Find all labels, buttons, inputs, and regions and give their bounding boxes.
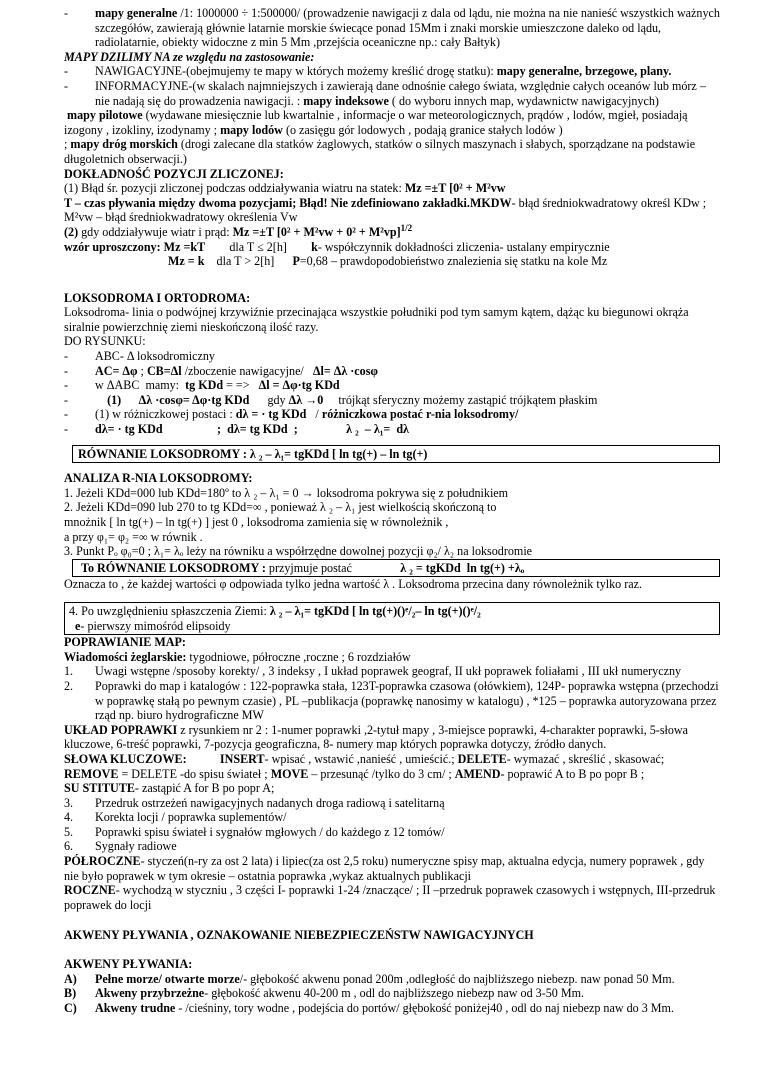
- term-notices: Wiadomości żeglarskie:: [64, 649, 187, 664]
- lox-diff-form: (1) w różniczkowej postaci :: [95, 407, 236, 422]
- waters-b: [64, 986, 720, 1001]
- route-maps-text: (drogi zalecane dla statków żaglowych, statków o silnych maszynach i słabych, sporządzane na podstawie długoletnich obserwacji.): [64, 137, 696, 166]
- corr-item-6: 6. Sygnały radiowe: [64, 839, 177, 854]
- bullet-general-maps: - mapy generalne /1: 1000000 ÷ 1:500000/ (prowadzenie nawigacji z dala od lądu, nie można na nie nanieść wszystkich ważnych szczegółów, zawierają głównie latarnie morskie świecące ponad 15Mm i znaki morskie umieszczone daleko od lądu, radiolatarnie, obiekty widoczne z min 5 Mm ,przejścia oceaniczne np.: cały Bałtyk): [64, 6, 720, 50]
- formula-mz-wind-current: Mz =±T [0² + M²vw + 0² + M²vp]: [232, 224, 401, 239]
- accuracy-l2-text: T – czas pływania między dwoma pozycjami; Błąd! Nie zdefiniowano zakładki.: [64, 195, 470, 210]
- lox-item-1: - ABC- Δ loksodromiczny: [64, 349, 215, 364]
- analysis-2b: mnożnik [ ln tg(+) – ln tg(+) ] jest 0 , loksodroma zamienia się w równoleżnik ,: [64, 515, 449, 529]
- waters-heading-text: AKWENY PŁYWANIA , OZNAKOWANIE NIEBEZPIECZEŃSTW NAWIGACYJNYCH: [64, 928, 534, 943]
- accuracy-l1-text: (1) Błąd śr. pozycji zliczonej podczas oddziaływania wiatru na statek:: [64, 181, 405, 196]
- keywords-line-2: [64, 767, 720, 782]
- term-navigational: NAWIGACYJNE: [95, 64, 183, 79]
- flattening-formula: λ ₂ – λ₁= tgKDd [ ln tg(+)()ᵉ/₂– ln tg(+)()ᵉ/₂: [269, 603, 481, 618]
- term-pilot-maps: mapy pilotowe: [67, 108, 143, 123]
- term-difficult: Akweny trudne: [95, 1000, 176, 1015]
- kw-move: MOVE: [270, 766, 309, 781]
- open-sea-text: /- głębokość akwenu ponad 200m ,odległość do najbliższego niebezp. naw ponad 50 Mm.: [239, 971, 675, 986]
- difficult-text: - /cieśniny, tory wodne , podejścia do portów/ głębokość poniżej40 , odl do naj niebezp naw do 3 Mm.: [175, 1000, 674, 1015]
- corr-item-3: 3. Przedruk ostrzeżeń nawigacyjnych nadanych droga radiową i satelitarną: [64, 795, 445, 810]
- term-semiannual: PÓŁROCZNE: [64, 854, 141, 869]
- formula-mz-wind: Mz =±T [0² + M²vw: [404, 181, 506, 196]
- layout-text: z rysunkiem nr 2 : 1-numer poprawki ,2-tytuł mapy , 3-miejsce poprawki, 4-charakter poprawki, 5-słowa kluczowe, 6-treść poprawki, 7-pozycja geograficzna, 8- numery map których poprawka dotyczy, źródło danych.: [64, 722, 689, 752]
- lox-delta-l: Δl= Δλ ·cosφ: [312, 363, 378, 378]
- flattening-line: [69, 604, 719, 619]
- corr-item-2: 2. Poprawki do map i katalogów : 122-poprawka stała, 123T-poprawka czasowa (ołówkiem), 124P- poprawka wstępna (przechodzi w poprawkę stałą po pewnym czasie) , PL –publikacja (poprawkę nanosimy w katalogu) , *125 – poprawka autoryzowana przez rząd np. biuro hydrograficzne MW: [64, 678, 719, 723]
- flattening-box: [64, 602, 720, 635]
- term-e: e: [75, 618, 81, 633]
- kw-move-text: – przesunąć /tylko do 3 cm/ ;: [308, 766, 455, 781]
- term-annual: ROCZNE: [64, 883, 116, 898]
- term-p: P: [292, 254, 300, 269]
- kw-delete: DELETE: [457, 751, 507, 766]
- lox-deviation: /zboczenie nawigacyjne/: [181, 363, 313, 378]
- term-open-sea: Pełne morze/ otwarte morze: [95, 971, 240, 986]
- pilot-maps-text: (wydawane miesięcznie lub kwartalnie , informacje o war meteorologicznych, prądów , lodów, mgieł, posiadają izogony , izokliny, izodynamy ;: [64, 108, 688, 137]
- formula-mz-k: Mz = k: [168, 254, 205, 269]
- accuracy-l4-text: gdy oddziaływuje wiatr i prąd:: [78, 224, 233, 239]
- keywords-line-1: [64, 752, 720, 767]
- eccentricity-text: - pierwszy mimośród elipsoidy: [80, 618, 231, 633]
- lox-item-4: - (1) Δλ ·cosφ= Δφ·tg KDd gdy Δλ →0 trójkąt sferyczny możemy zastąpić trójkątem płaskim: [64, 392, 598, 407]
- corr-item-5: 5. Poprawki spisu świateł i sygnałów mgłowych / do każdego z 12 tomów/: [64, 824, 445, 839]
- lox-eq-1: Δλ ·cosφ= Δφ·tg KDd: [121, 392, 250, 407]
- accuracy-line-2: [64, 196, 720, 211]
- lox-integral-c: λ ₂ – λ₁= dλ: [297, 422, 409, 437]
- corr-item-3-text: Przedruk ostrzeżeń nawigacyjnych nadanych droga radiową i satelitarną: [95, 795, 445, 810]
- term-keywords: SŁOWA KLUCZOWE:: [64, 751, 187, 766]
- lox-item-2: - AC= Δφ ; CB=Δl /zboczenie nawigacyjne/ Δl= Δλ ·cosφ: [64, 363, 378, 378]
- lox-limit: Δλ →0: [288, 392, 324, 407]
- waters-c-mark: C): [64, 1000, 77, 1015]
- lox-delta-l-formula: Δl = Δφ·tg KDd: [258, 378, 340, 393]
- lox-item-3: - w ΔABC mamy: tg KDd = => Δl = Δφ·tg KDd: [64, 378, 340, 393]
- general-maps-text: /1: 1000000 ÷ 1:500000/ (prowadzenie nawigacji z dala od lądu, nie można na nie nanieść wszystkich ważnych szczegółów, zawierają głównie latarnie morskie świecące ponad 15Mm i znaki morskie umieszczone daleko od lądu, radiolatarnie, obiekty widoczne z min 5 Mm ,przejścia oceaniczne np.: cały Bałtyk): [95, 6, 720, 50]
- loxodrome-heading-text: LOKSODROMA I ORTODROMA:: [64, 290, 251, 305]
- lox-integral-b: ; dλ= tg KDd ;: [162, 422, 298, 437]
- lox-triangle: trójkąt sferyczny możemy zastąpić trójkątem płaskim: [323, 392, 598, 407]
- accuracy-heading: [64, 167, 720, 182]
- analysis-heading-text: ANALIZA R-NIA LOKSODROMY:: [64, 471, 253, 486]
- accuracy-line-5: [64, 240, 720, 255]
- lox-item-5: - (1) w różniczkowej postaci : dλ = · tg KDd / różniczkowa postać r-nia loksodromy/: [64, 407, 519, 422]
- accuracy-l3-text: M²vw – błąd średniokwadratowy określenia Vw: [64, 210, 298, 225]
- correction-layout: [64, 723, 720, 752]
- index-maps: mapy indeksowe: [303, 93, 389, 108]
- waters-subheading: [64, 957, 720, 972]
- corr-item-1-text: Uwagi wstępne /sposoby korekty/ , 3 indeksy , I układ poprawek geograf, II ukł poprawek foliałami , III ukł numeryczny: [95, 664, 682, 679]
- kw-amend-text: - poprawić A to B po popr B ;: [500, 766, 645, 781]
- figure-label: DO RYSUNKU:: [64, 334, 146, 349]
- lox-abc: w ΔABC mamy:: [95, 378, 186, 393]
- lox-item-6: - dλ= · tg KDd ; dλ= tg KDd ; λ ₂ – λ₁= dλ: [64, 422, 409, 437]
- notices-line: [64, 650, 720, 665]
- box2-text: przyjmuje postać: [265, 560, 355, 575]
- accuracy-l5-tail: - współczynnik dokładności zliczenia- ustalany empirycznie: [317, 239, 610, 254]
- box2-title: To RÓWNANIE LOKSODROMY :: [81, 560, 266, 575]
- ice-maps-text: (o zasięgu gór lodowych , podają granice stałych lodów ): [282, 122, 563, 137]
- notices-text: tygodniowe, półroczne ,roczne ; 6 rozdziałów: [186, 649, 411, 664]
- division-heading-text: MAPY DZILIMY NA ze względu na zastosowanie:: [64, 49, 315, 64]
- loxodrome-equation-box: [72, 445, 720, 464]
- analysis-meaning: Oznacza to , że każdej wartości φ odpowiada tylko jedna wartość λ . Loksodroma przecina dany równoleżnik tylko raz.: [64, 577, 643, 592]
- loxodrome-heading: [64, 291, 720, 306]
- loxodrome-form-box: [72, 559, 720, 578]
- waters-a: [64, 972, 720, 987]
- analysis-1: 1. Jeżeli KDd=000 lub KDd=180º to λ ₂ – λ₁ = 0 → loksodroma pokrywa się z południkiem: [64, 485, 509, 500]
- loxodrome-definition: Loksodroma- linia o podwójnej krzywiźnie przecinająca wszystkie południki pod tym samym kątem, dążąc ku biegunowi okrąża siralnie powierzchnię ziemi nieskończoną ilość razy.: [64, 305, 689, 334]
- lox-when: gdy: [249, 392, 289, 407]
- navigational-text: -(obejmujemy te mapy w których możemy kreślić drogę statku):: [182, 64, 497, 79]
- lox-slash: /: [306, 407, 322, 422]
- lox-tg: tg KDd: [185, 378, 224, 393]
- waters-a-mark: A): [64, 971, 77, 986]
- loxodrome-equation: RÓWNANIE LOKSODROMY : λ ₂ – λ₁= tgKDd [ ln tg(+) – ln tg(+): [78, 446, 428, 461]
- term-layout: UKŁAD POPRAWKI: [64, 722, 178, 737]
- corrections-heading-text: POPRAWIANIE MAP:: [64, 635, 186, 650]
- maps-division-heading: [64, 50, 720, 65]
- accuracy-l4-num: (2): [64, 224, 79, 239]
- accuracy-l5-mid: dla T ≤ 2[h]: [205, 239, 312, 254]
- corr-item-1: 1. Uwagi wstępne /sposoby korekty/ , 3 indeksy , I układ poprawek geograf, II ukł poprawek foliałami , III ukł numeryczny: [64, 664, 682, 679]
- term-ice-maps: mapy lodów: [220, 122, 283, 137]
- informational-tail: ( do wyboru innych map, wydawnictw nawigacyjnych): [388, 93, 659, 108]
- accuracy-l6-mid: dla T > 2[h]: [204, 254, 293, 269]
- accuracy-l6-tail: =0,68 – prawdopodobieństwo znalezienia się statku na kole Mz: [299, 254, 608, 269]
- kw-remove-text: = DELETE -do spisu świateł ;: [118, 766, 271, 781]
- bullet-informational: - INFORMACYJNE-(w skalach najmniejszych i zawierają dane odnośnie całego świata, względnie całych oceanów lub mórz – nie nadają się do prowadzenia nawigacji. : mapy indeksowe ( do wyboru innych map, wydawnictw nawigacyjnych): [64, 78, 706, 108]
- pilot-maps: [64, 108, 720, 137]
- accuracy-line-1: [64, 181, 720, 196]
- formula-exponent: 1/2: [400, 222, 413, 233]
- corr-item-6-text: Sygnały radiowe: [95, 839, 177, 854]
- semiannual-text: - styczeń(n-ry za ost 2 lata) i lipiec(za ost 2,5 roku) numeryczne spisy map, aktualna edycja, numery poprawek , gdy nie było poprawek w tym okresie – ostatnia poprawka ,wykaz aktualnych publikacji: [64, 854, 705, 883]
- kw-amend: AMEND: [454, 766, 501, 781]
- lox-ac: AC= Δφ: [95, 363, 138, 378]
- flattening-text: 4. Po uwzględnieniu spłaszczenia Ziemi:: [69, 603, 270, 618]
- waters-sub-text: AKWENY PŁYWANIA:: [64, 957, 193, 972]
- accuracy-line-6: [64, 254, 720, 269]
- analysis-2c: a przy φ₁= φ₂ =∞ w równik .: [64, 529, 203, 544]
- annual-line: [64, 883, 720, 912]
- term-k: k: [311, 239, 318, 254]
- corr-item-5-text: Poprawki spisu świateł i sygnałów mgłowych / do każdego z 12 tomów/: [95, 824, 445, 839]
- accuracy-line-3: [64, 210, 720, 225]
- lox-integral-a: dλ= · tg KDd: [95, 422, 163, 437]
- lox-item-1-text: ABC- Δ loksodromiczny: [95, 349, 215, 364]
- coastal-text: - głębokość akwenu 40-200 m , odl do najbliższego niebezp naw od 3-50 Mm.: [204, 986, 585, 1001]
- lox-diff-eq: dλ = · tg KDd: [235, 407, 307, 422]
- eccentricity-line: [69, 619, 719, 634]
- lox-eq-1-num: (1): [107, 392, 122, 407]
- lox-diff-label: różniczkowa postać r-nia loksodromy/: [321, 407, 519, 422]
- bullet-navigational: - NAWIGACYJNE-(obejmujemy te mapy w których możemy kreślić drogę statku): mapy generalne, brzegowe, plany.: [64, 64, 672, 79]
- formula-simplified: wzór uproszczony: Mz =kT: [64, 239, 206, 254]
- accuracy-l2-tail: - błąd średniokwadratowy określ KDw ;: [511, 195, 707, 210]
- semiannual-line: [64, 854, 720, 883]
- analysis-2: 2. Jeżeli KDd=090 lub 270 to tg KDd=∞ , ponieważ λ ₂ – λ₁ jest wielkością skończoną to: [64, 500, 497, 515]
- accuracy-line-4: [64, 222, 720, 240]
- accuracy-heading-text: DOKŁADNOŚĆ POZYCJI ZLICZONEJ:: [64, 166, 284, 181]
- analysis-heading: [64, 471, 720, 486]
- analysis-3: 3. Punkt Pₒ φ₀=0 ; λ₁= λₒ leży na równiku a współrzędne dowolnej pozycji φ₂/ λ₂ na loksodromie: [64, 544, 533, 559]
- corr-item-4: 4. Korekta locji / poprawka suplementów/: [64, 810, 287, 825]
- corr-item-4-text: Korekta locji / poprawka suplementów/: [95, 810, 287, 825]
- term-route-maps: mapy dróg morskich: [70, 137, 178, 152]
- kw-remove: REMOVE: [64, 766, 119, 781]
- waters-b-mark: B): [64, 986, 77, 1001]
- waters-heading: [64, 928, 720, 943]
- lox-cb: CB=Δl: [146, 363, 182, 378]
- kw-insert: INSERT: [219, 751, 265, 766]
- route-maps: ; mapy dróg morskich (drogi zalecane dla statków żaglowych, statków o silnych maszynach i słabych, sporządzane na podstawie długoletnich obserwacji.): [64, 137, 696, 166]
- informational-text: -(w skalach najmniejszych i zawierają dane odnośnie całego świata, względnie całych oceanów lub mórz – nie nadają się do prowadzenia nawigacji. :: [95, 78, 706, 108]
- corr-item-2-text: Poprawki do map i katalogów : 122-poprawka stała, 123T-poprawka czasowa (ołówkiem), 124P- poprawka wstępna (przechodzi w poprawkę stałą po pewnym czasie) , PL –publikacja (poprawkę nanosimy w katalogu) , *125 – poprawka autoryzowana przez rząd np. biuro hydrograficzne MW: [95, 678, 719, 723]
- waters-c: [64, 1001, 720, 1016]
- kw-delete-text: - wymazać , skreślić , skasować;: [506, 751, 665, 766]
- lox-arrow: = =>: [223, 378, 259, 393]
- navigational-bold: mapy generalne, brzegowe, plany.: [496, 64, 672, 79]
- box2-formula: λ ₂ = tgKDd ln tg(+) +λₒ: [354, 560, 525, 575]
- kw-substitute: SU STITUTE: [64, 781, 135, 796]
- annual-text: - wychodzą w styczniu , 3 części I- poprawki 1-24 /znaczące/ ; II –przedruk poprawek czasowych i wstępnych, III-przedruk poprawek do locji: [64, 883, 716, 912]
- term-general-maps: mapy generalne: [95, 6, 178, 20]
- keywords-line-3: [64, 781, 720, 796]
- corrections-heading: [64, 635, 720, 650]
- kw-insert-text: - wpisać , wstawić ,nanieść , umieścić.;: [264, 751, 458, 766]
- term-informational: INFORMACYJNE: [95, 78, 189, 93]
- kw-substitute-text: - zastąpić A for B po popr A;: [134, 781, 275, 796]
- term-mkdw: MKDW: [469, 195, 512, 210]
- lox-sep: ;: [137, 363, 147, 378]
- term-coastal: Akweny przybrzeżne: [95, 986, 205, 1001]
